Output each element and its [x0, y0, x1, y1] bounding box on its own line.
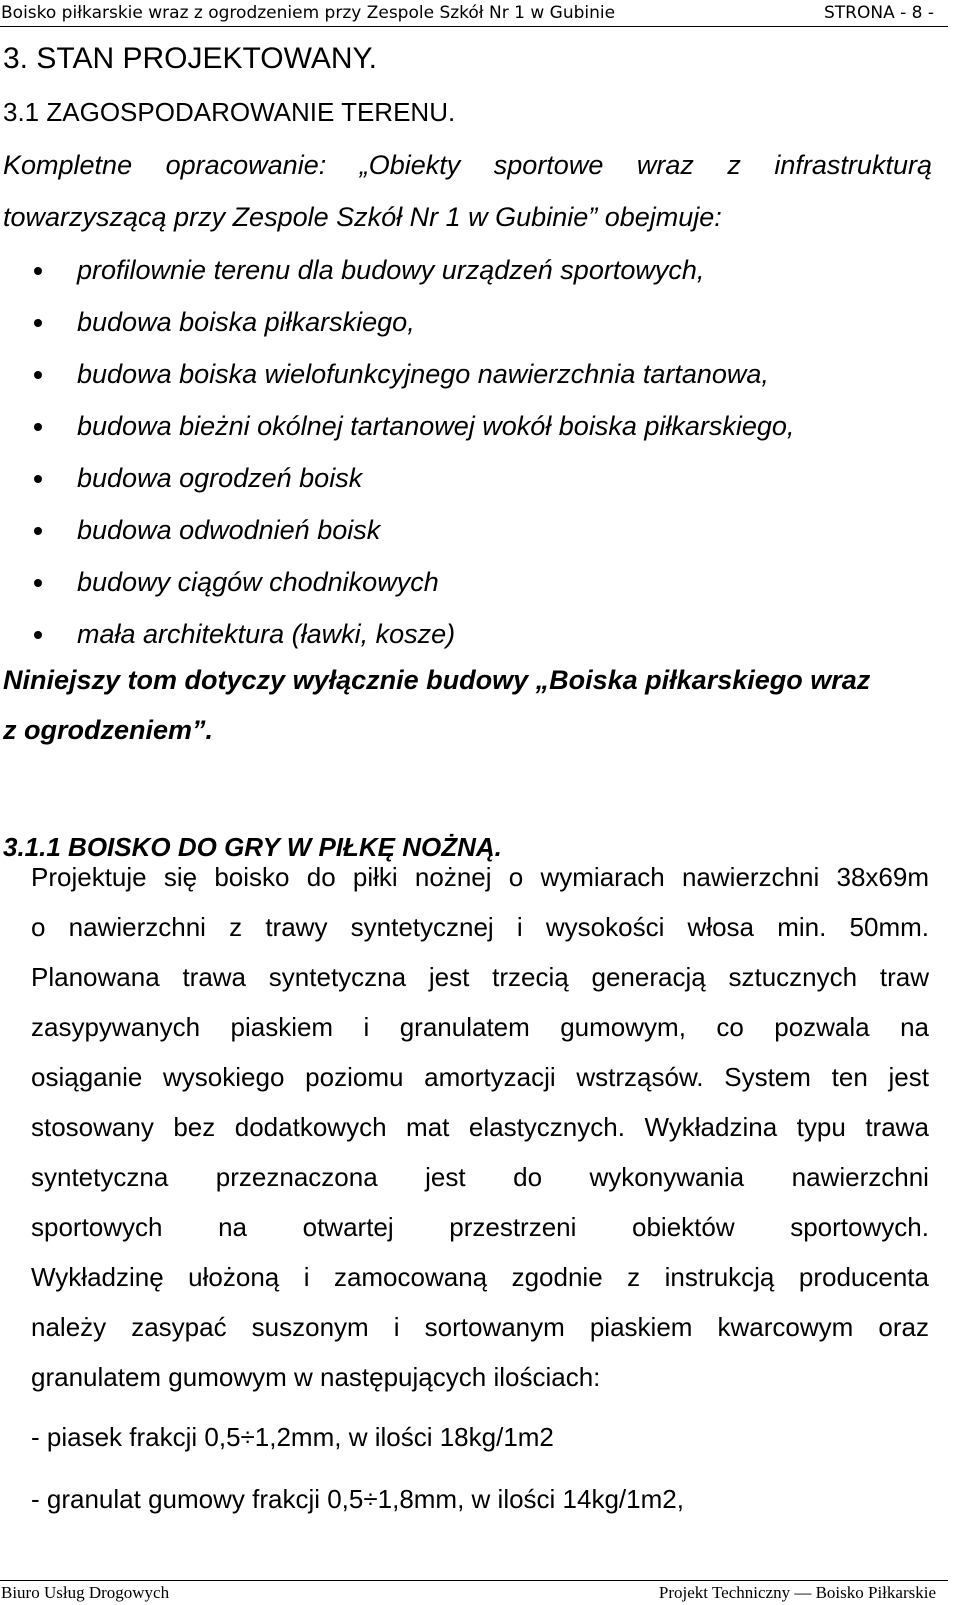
body-word: stosowany: [31, 1112, 154, 1142]
body-word: amortyzacji: [424, 1062, 556, 1092]
body-word: System: [724, 1062, 811, 1092]
body-line: [31, 862, 929, 893]
body-word: kwarcowym: [717, 1312, 854, 1342]
body-word: trawa: [182, 962, 247, 992]
body-word: instrukcją: [664, 1262, 775, 1292]
body-word: wymiarach: [540, 862, 665, 892]
body-word: piłki: [352, 862, 398, 892]
body-line: [31, 1212, 929, 1243]
body-word: Wykładzina: [644, 1112, 778, 1142]
list-item-text: budowa boiska piłkarskiego,: [77, 307, 415, 337]
body-word: ułożoną: [188, 1262, 280, 1292]
body-word: zgodnie: [511, 1262, 603, 1292]
list-item: [0, 410, 948, 462]
body-word: producenta: [798, 1262, 929, 1292]
header-page-number: STRONA - 8 -: [823, 3, 934, 23]
body-word: gumowym,: [560, 1012, 686, 1042]
body-word: oraz: [878, 1312, 929, 1342]
bullet-icon: [34, 423, 42, 431]
body-word: trzecią: [492, 962, 569, 992]
body-word: pozwala: [774, 1012, 870, 1042]
body-word: i: [363, 1012, 370, 1042]
body-word: przeznaczona: [215, 1162, 378, 1192]
body-word: sportowych.: [790, 1212, 929, 1242]
body-word: na: [900, 1012, 929, 1042]
body-word: jest: [888, 1062, 929, 1092]
bullet-icon: [34, 631, 42, 639]
list-item: [0, 566, 948, 618]
quantity-item-rubber-granulate: - granulat gumowy frakcji 0,5÷1,8mm, w ilości 14kg/1m2,: [31, 1484, 684, 1514]
body-word: typu: [796, 1112, 846, 1142]
list-item: [0, 514, 948, 566]
footer-company: Biuro Usług Drogowych: [1, 1583, 170, 1602]
body-word: trawa: [865, 1112, 929, 1142]
bullet-icon: [34, 579, 42, 587]
intro-word: „Obiekty: [359, 150, 461, 180]
body-line: [31, 1062, 929, 1093]
body-word: wstrząsów.: [576, 1062, 704, 1092]
body-line: granulatem gumowym w następujących ilościach:: [31, 1362, 601, 1392]
body-line: [31, 1262, 929, 1293]
intro-line-2: towarzyszącą przy Zespole Szkół Nr 1 w Gubinie” obejmuje:: [3, 202, 722, 232]
intro-line-1: [3, 150, 932, 181]
body-line: [31, 1012, 929, 1043]
body-word: na: [218, 1212, 248, 1242]
body-word: co: [716, 1012, 744, 1042]
body-word: zamocowaną: [333, 1262, 488, 1292]
body-word: otwartej: [302, 1212, 394, 1242]
body-word: 50mm.: [849, 912, 929, 942]
body-word: o: [508, 862, 524, 892]
body-line: [31, 1112, 929, 1143]
body-word: do: [306, 862, 336, 892]
bullet-icon: [34, 475, 42, 483]
body-line: [31, 962, 929, 993]
footer-project: Projekt Techniczny — Boisko Piłkarskie: [658, 1583, 936, 1602]
body-line: [31, 1312, 929, 1343]
body-word: przestrzeni: [449, 1212, 577, 1242]
bullet-icon: [34, 527, 42, 535]
body-line: [31, 912, 929, 943]
body-word: do: [513, 1162, 543, 1192]
list-item-text: budowa ogrodzeń boisk: [77, 463, 363, 493]
quantity-item-sand: - piasek frakcji 0,5÷1,2mm, w ilości 18kg/1m2: [31, 1422, 554, 1452]
body-word: i: [393, 1312, 400, 1342]
intro-word: z: [727, 150, 741, 180]
list-item: [0, 254, 948, 306]
intro-word: sportowe: [493, 150, 604, 180]
list-item: [0, 462, 948, 514]
body-word: wykonywania: [589, 1162, 745, 1192]
bullet-icon: [34, 371, 42, 379]
body-word: traw: [879, 962, 929, 992]
intro-word: opracowanie:: [165, 150, 327, 180]
page-header: [0, 0, 948, 27]
body-word: jest: [428, 962, 470, 992]
body-word: sztucznych: [728, 962, 858, 992]
subsection-heading: 3.1.1 BOISKO DO GRY W PIŁKĘ NOŻNĄ.: [3, 832, 502, 862]
intro-word: infrastrukturą: [774, 150, 932, 180]
body-word: nawierzchni: [68, 912, 206, 942]
intro-word: wraz: [636, 150, 694, 180]
list-item-text: budowy ciągów chodnikowych: [77, 567, 439, 597]
list-item-text: budowa boiska wielofunkcyjnego nawierzchnia tartanowa,: [77, 359, 769, 389]
list-item-text: profilownie terenu dla budowy urządzeń sportowych,: [77, 255, 705, 285]
body-word: bez: [173, 1112, 216, 1142]
body-word: sortowanym: [424, 1312, 565, 1342]
list-item: [0, 358, 948, 410]
body-word: boisko: [214, 862, 290, 892]
bullet-icon: [34, 267, 42, 275]
body-word: włosa: [687, 912, 755, 942]
body-word: zasypać: [131, 1312, 227, 1342]
body-word: syntetycznej: [350, 912, 494, 942]
body-word: syntetyczna: [31, 1162, 169, 1192]
body-word: Planowana: [31, 962, 160, 992]
scope-statement-line-2: z ogrodzeniem”.: [3, 715, 214, 745]
body-word: elastycznych.: [468, 1112, 625, 1142]
header-document-title: Boisko piłkarskie wraz z ogrodzeniem przy Zespole Szkół Nr 1 w Gubinie: [1, 3, 616, 23]
body-word: jest: [425, 1162, 466, 1192]
body-word: Projektuje: [31, 862, 147, 892]
body-word: generacją: [591, 962, 706, 992]
bullet-icon: [34, 319, 42, 327]
list-item: [0, 306, 948, 358]
body-word: suszonym: [251, 1312, 369, 1342]
body-word: osiąganie: [31, 1062, 143, 1092]
body-word: należy: [31, 1312, 107, 1342]
scope-statement-line-1: Niniejszy tom dotyczy wyłącznie budowy „Boiska piłkarskiego wraz: [3, 665, 871, 695]
body-word: piaskiem: [230, 1012, 334, 1042]
body-word: mat: [406, 1112, 450, 1142]
body-word: trawy: [265, 912, 328, 942]
body-line: [31, 1162, 929, 1193]
body-word: i: [516, 912, 523, 942]
body-word: min.: [777, 912, 827, 942]
body-word: obiektów: [632, 1212, 735, 1242]
body-word: nożnej: [414, 862, 492, 892]
body-word: o: [31, 912, 46, 942]
subsection-title: 3.1 ZAGOSPODAROWANIE TERENU.: [3, 97, 456, 127]
body-word: Wykładzinę: [31, 1262, 164, 1292]
body-word: z: [229, 912, 243, 942]
body-word: się: [163, 862, 198, 892]
list-item: [0, 618, 948, 670]
list-item-text: budowa odwodnień boisk: [77, 515, 381, 545]
body-word: wysokiego: [163, 1062, 285, 1092]
body-word: nawierzchni: [791, 1162, 929, 1192]
body-word: z: [627, 1262, 641, 1292]
body-word: piaskiem: [589, 1312, 693, 1342]
section-title: 3. STAN PROJEKTOWANY.: [3, 42, 377, 75]
body-word: i: [303, 1262, 310, 1292]
body-word: granulatem: [399, 1012, 530, 1042]
body-word: wysokości: [545, 912, 665, 942]
body-word: poziomu: [305, 1062, 404, 1092]
list-item-text: mała architektura (ławki, kosze): [77, 619, 456, 649]
body-word: sportowych: [31, 1212, 163, 1242]
intro-word: Kompletne: [3, 150, 133, 180]
body-word: dodatkowych: [234, 1112, 387, 1142]
body-word: ten: [831, 1062, 868, 1092]
body-word: 38x69m: [836, 862, 929, 892]
scope-bullet-list: [0, 254, 948, 670]
body-word: zasypywanych: [31, 1012, 201, 1042]
page-footer: [0, 1580, 948, 1605]
body-word: nawierzchni: [681, 862, 820, 892]
list-item-text: budowa bieżni okólnej tartanowej wokół boiska piłkarskiego,: [77, 411, 795, 441]
body-word: syntetyczna: [268, 962, 407, 992]
